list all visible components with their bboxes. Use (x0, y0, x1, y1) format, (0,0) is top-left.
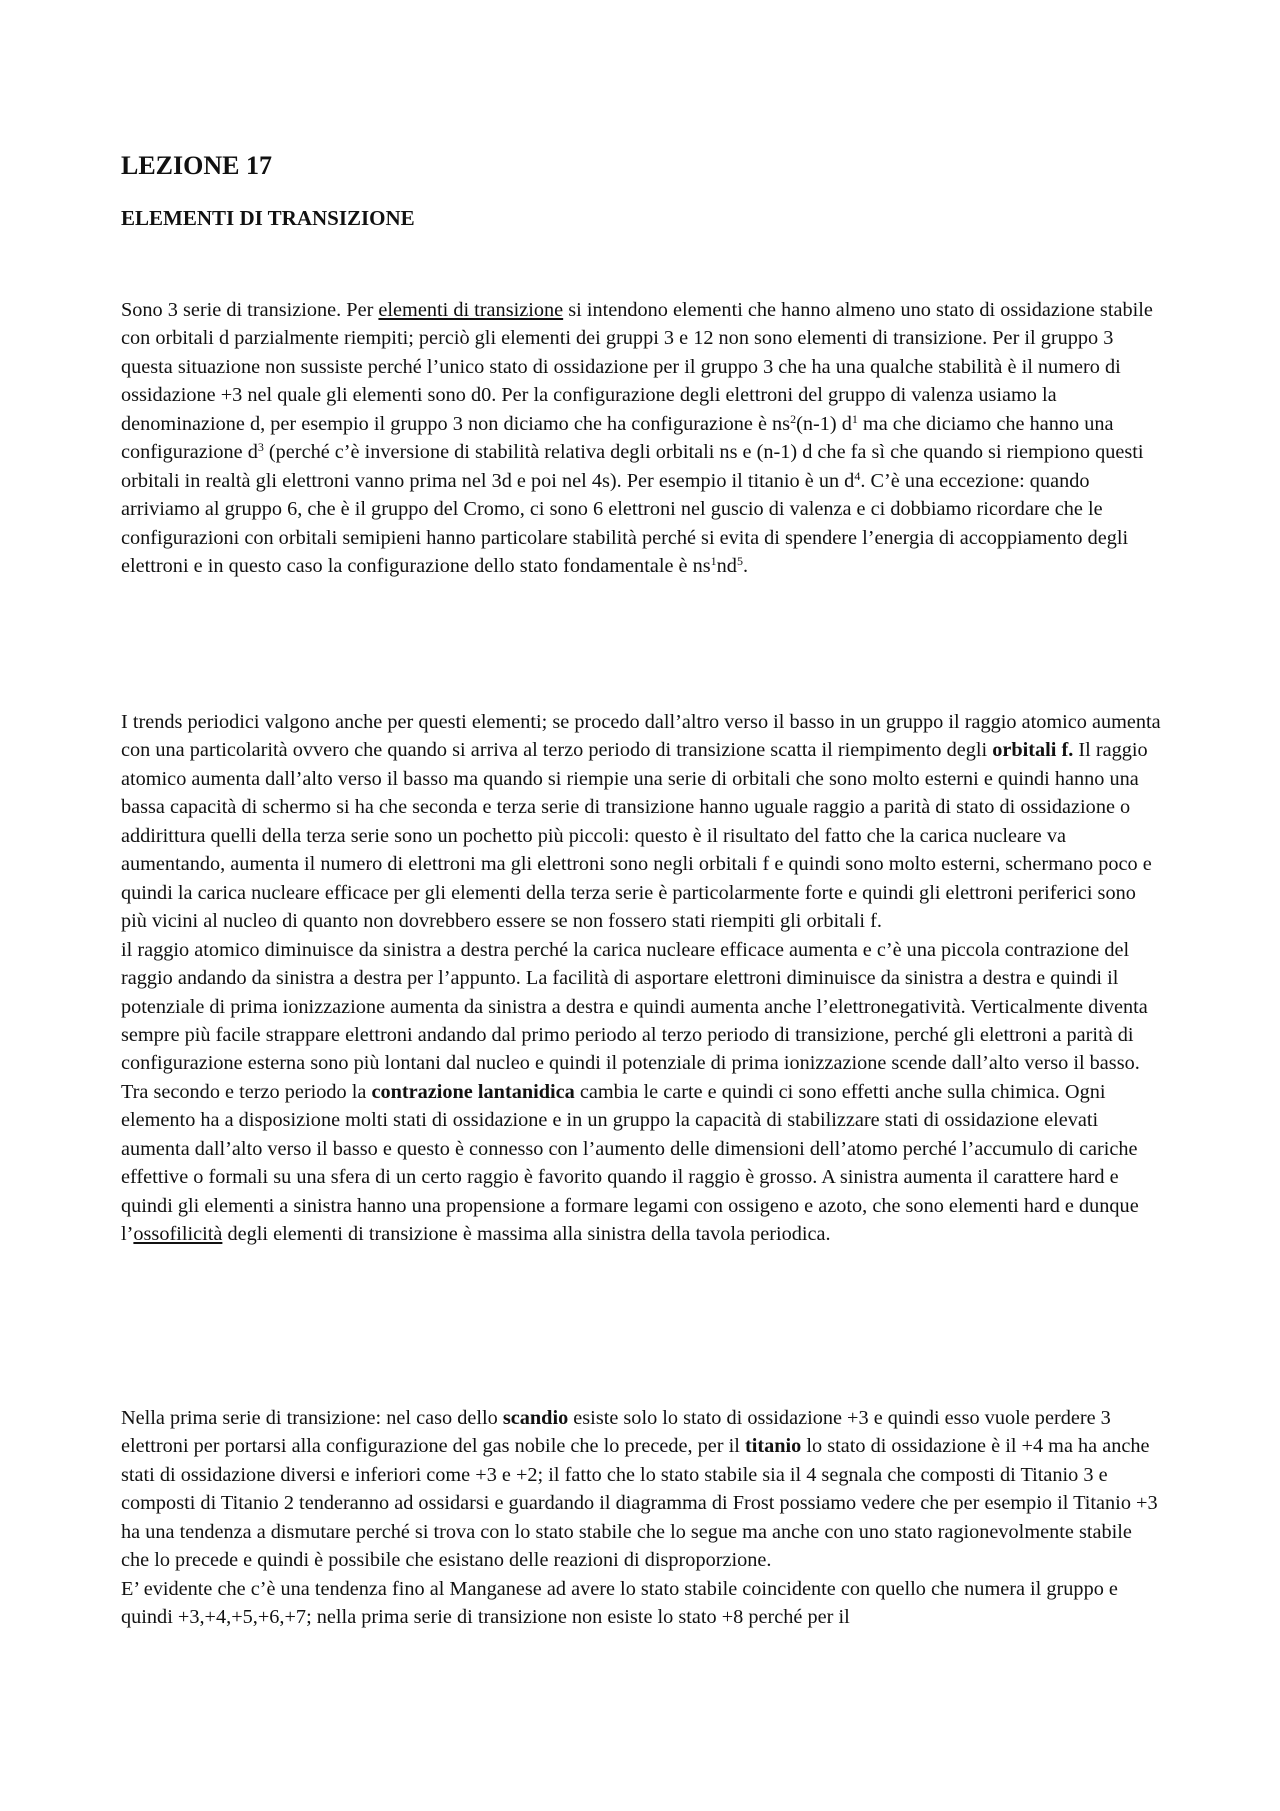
section-title: ELEMENTI DI TRANSIZIONE (121, 206, 415, 230)
text-run: I trends periodici valgono anche per questi elementi; se procedo dall’altro verso il basso in un gruppo il raggio atomico aumenta con una particolarità ovvero che quando si arriva al terzo periodo di transizione scatta il riempimento degli (121, 711, 1161, 762)
text-run: Sono 3 serie di transizione. Per (121, 299, 379, 321)
text-run: Nella prima serie di transizione: nel caso dello (121, 1407, 503, 1429)
superscript: 4 (854, 468, 861, 483)
text-run: degli elementi di transizione è massima alla sinistra della tavola periodica. (222, 1223, 831, 1246)
paragraph-first-series (121, 1404, 1163, 1632)
text-run: (n-1) d (796, 412, 852, 435)
superscript: 2 (790, 411, 797, 426)
bold-term: contrazione lantanidica (371, 1080, 575, 1103)
text-run: (perché c’è inversione di stabilità relativa degli orbitali ns e (n-1) d che fa sì che quando si riempiono questi orbitali in realtà gli elettroni vanno prima nel 3d e poi nel 4s). Per esempio il titanio è un d (121, 441, 1144, 492)
bold-term: scandio (502, 1407, 569, 1429)
text-run: esiste solo lo stato di ossidazione +3 e quindi esso vuole perdere 3 elettroni per portarsi alla configurazione del gas nobile che lo precede, per il (121, 1407, 1111, 1458)
superscript: 1 (851, 411, 858, 426)
bold-term: orbitali f. (992, 739, 1074, 762)
text-run: nd (716, 555, 737, 578)
text-run: il raggio atomico diminuisce da sinistra a destra perché la carica nucleare efficace aumenta e c’è una piccola contrazione del raggio andando da sinistra a destra per l’appunto. La facilità di asportare elettroni diminuisce da sinistra a destra e quindi il potenziale di prima ionizzazione aumenta da sinistra a destra e quindi aumenta anche l’elettronegatività. Verticalmente diventa sempre più facile strappare elettroni andando dal primo periodo al terzo periodo di transizione, perché gli elettroni a parità di configurazione esterna sono più lontani dal nucleo e quindi il potenziale di prima ionizzazione scende dall’alto verso il basso. Tra secondo e terzo periodo la (121, 938, 1148, 1103)
paragraph-intro (121, 296, 1163, 581)
text-run: cambia le carte e quindi ci sono effetti anche sulla chimica. Ogni elemento ha a disposizione molti stati di ossidazione e in un gruppo la capacità di stabilizzare stati di ossidazione elevati aumenta dall’alto verso il basso e questo è connesso con l’aumento delle dimensioni dell’atomo perché l’accumulo di cariche effettive o formali su una sfera di un certo raggio è favorito quando il raggio è grosso. A sinistra aumenta il carattere hard e quindi gli elementi a sinistra hanno una propensione a formare legami con ossigeno e azoto, che sono elementi hard e dunque l’ (121, 1080, 1139, 1246)
superscript: 3 (257, 440, 264, 455)
lesson-title: LEZIONE 17 (121, 151, 272, 180)
superscript: 5 (736, 554, 743, 569)
text-run: Il raggio atomico aumenta dall’alto verso il basso ma quando si riempie una serie di orbitali che sono molto esterni e quindi hanno una bassa capacità di schermo si ha che seconda e terza serie di transizione hanno uguale raggio a parità di stato di ossidazione o addirittura quelli della terza serie sono un pochetto più piccoli: questo è il risultato del fatto che la carica nucleare va aumentando, aumenta il numero di elettroni ma gli elettroni sono negli orbitali f e quindi sono molto esterni, schermano poco e quindi la carica nucleare efficace per gli elementi della terza serie è particolarmente forte e quindi gli elettroni periferici sono più vicini al nucleo di quanto non dovrebbero essere se non fossero stati riempiti gli orbitali f. (121, 739, 1152, 933)
text-run: . C’è una eccezione: quando arriviamo al gruppo 6, che è il gruppo del Cromo, ci sono 6 elettroni nel guscio di valenza e ci dobbiamo ricordare che le configurazioni con orbitali semipieni hanno particolare stabilità perché si evita di spendere l’energia di accoppiamento degli elettroni e in questo caso la configurazione dello stato fondamentale è ns (121, 469, 1129, 578)
superscript: 1 (710, 554, 717, 569)
text-run: E’ evidente che c’è una tendenza fino al Manganese ad avere lo stato stabile coincidente con quello che numera il gruppo e quindi +3,+4,+5,+6,+7; nella prima serie di transizione non esiste lo stato +8 perché per il (121, 1577, 1118, 1629)
text-run: . (742, 555, 749, 578)
text-run: ma che diciamo che hanno una configurazione d (121, 412, 1114, 464)
bold-term: titanio (744, 1435, 802, 1458)
underlined-term: ossofilicità (133, 1223, 223, 1246)
underlined-term: elementi di transizione (378, 299, 564, 321)
text-run: lo stato di ossidazione è il +4 ma ha anche stati di ossidazione diversi e inferiori come +3 e +2; il fatto che lo stato stabile sia il 4 segnala che composti di Titanio 3 e composti di Titanio 2 tenderanno ad ossidarsi e guardando il diagramma di Frost possiamo vedere che per esempio il Titanio +3 ha una tendenza a dismutare perché si trova con lo stato stabile che lo segue ma anche con uno stato ragionevolmente stabile che lo precede e quindi è possibile che esistano delle reazioni di disproporzione. (121, 1435, 1158, 1572)
paragraph-trends (121, 708, 1163, 1249)
text-run: si intendono elementi che hanno almeno uno stato di ossidazione stabile con orbitali d parzialmente riempiti; perciò gli elementi dei gruppi 3 e 12 non sono elementi di transizione. Per il gruppo 3 questa situazione non sussiste perché l’unico stato di ossidazione per il gruppo 3 che ha una qualche stabilità è il numero di ossidazione +3 nel quale gli elementi sono d0. Per la configurazione degli elettroni del gruppo di valenza usiamo la denominazione d, per esempio il gruppo 3 non diciamo che ha configurazione è ns (121, 299, 1153, 435)
